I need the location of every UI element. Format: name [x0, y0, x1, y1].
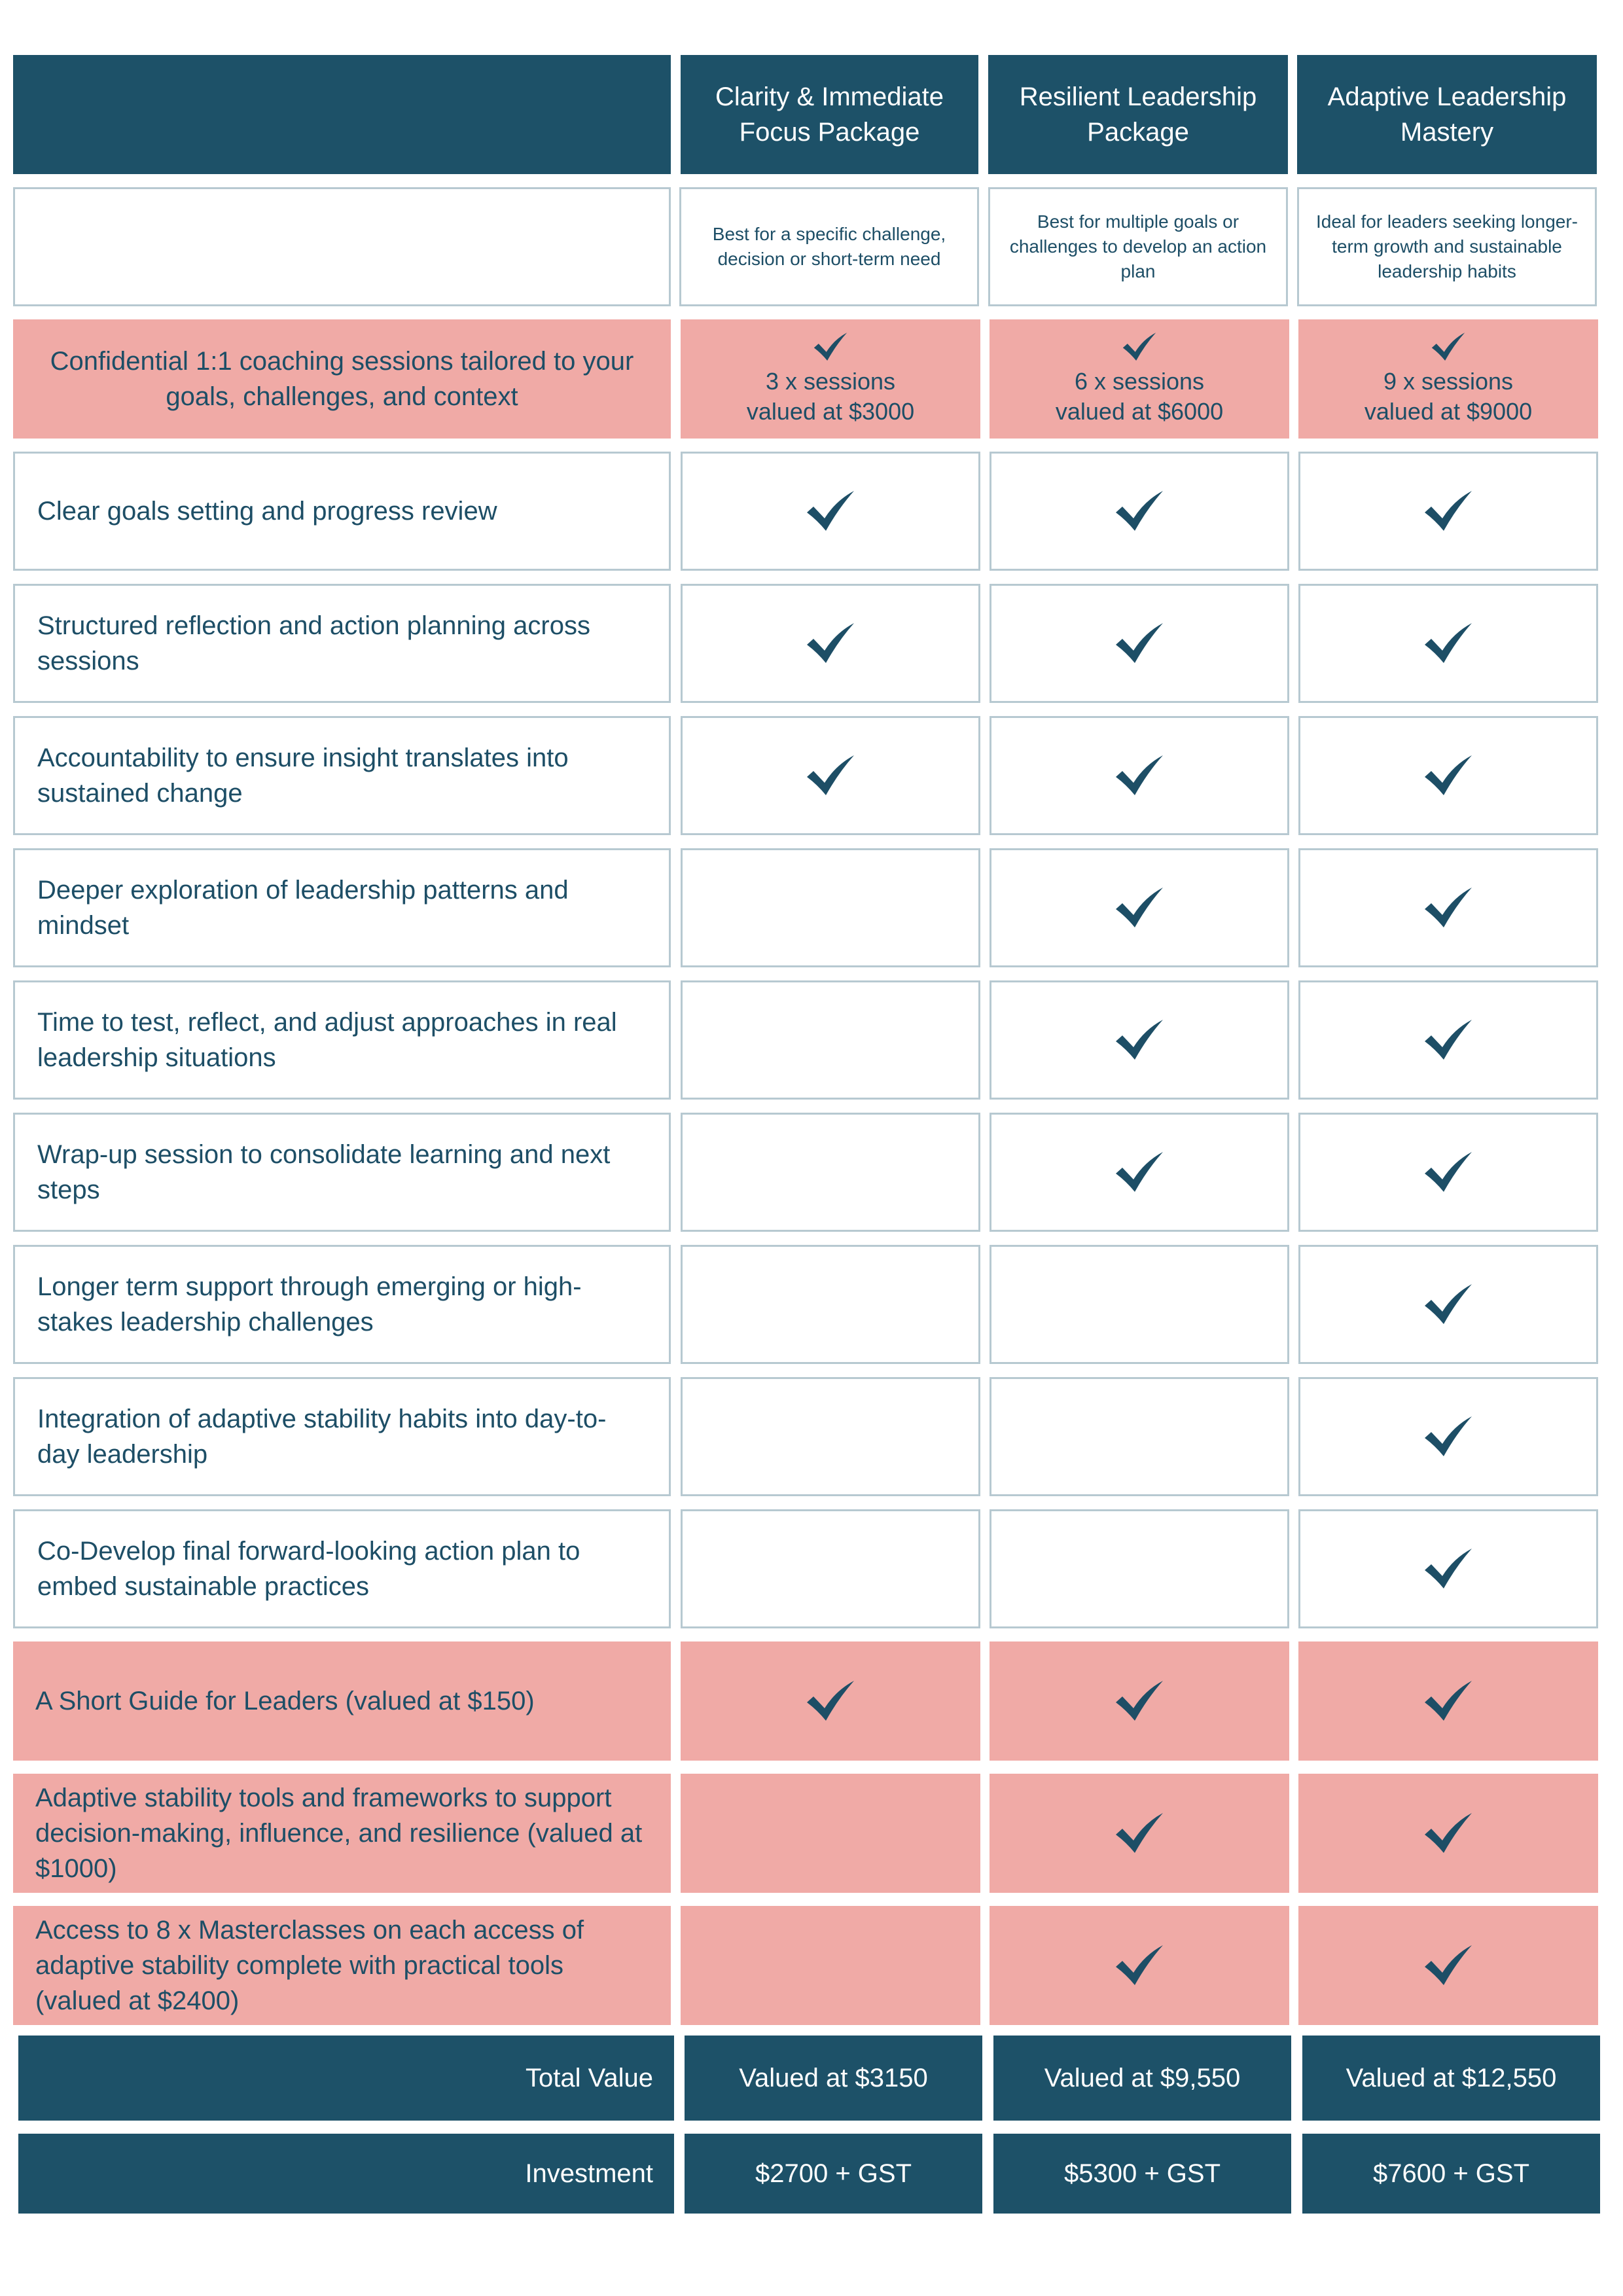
package-description-3: Ideal for leaders seeking longer-term growth and sustainable leadership habits	[1297, 187, 1597, 306]
feature-cell	[681, 1641, 980, 1761]
feature-label: Integration of adaptive stability habits into day-to-day leadership	[13, 1377, 671, 1496]
check-icon	[1121, 331, 1158, 363]
feature-cell	[1298, 1509, 1598, 1628]
feature-cell	[681, 716, 980, 835]
feature-cell	[1298, 1906, 1598, 2025]
feature-label: Deeper exploration of leadership patterns and mindset	[13, 848, 671, 967]
feature-label: Longer term support through emerging or high-stakes leadership challenges	[13, 1245, 671, 1364]
feature-cell	[681, 1113, 980, 1232]
check-icon	[1422, 1018, 1474, 1062]
feature-label: A Short Guide for Leaders (valued at $150)	[13, 1641, 671, 1761]
check-icon	[1422, 1150, 1474, 1194]
check-icon	[1113, 886, 1166, 930]
check-icon	[1113, 1811, 1166, 1856]
feature-cell	[1298, 848, 1598, 967]
investment-1: $2700 + GST	[685, 2134, 982, 2214]
feature-cell	[990, 452, 1289, 571]
feature-cell	[990, 1641, 1289, 1761]
check-icon	[1113, 621, 1166, 666]
feature-cell	[1298, 716, 1598, 835]
feature-cell	[1298, 1377, 1598, 1496]
feature-label: Confidential 1:1 coaching sessions tailored to your goals, challenges, and context	[13, 319, 671, 439]
feature-cell	[990, 1774, 1289, 1893]
check-icon	[812, 331, 849, 363]
investment-2: $5300 + GST	[993, 2134, 1291, 2214]
feature-cell	[990, 980, 1289, 1100]
feature-cell	[1298, 1113, 1598, 1232]
feature-label: Accountability to ensure insight translates into sustained change	[13, 716, 671, 835]
feature-cell	[1298, 980, 1598, 1100]
feature-cell	[990, 584, 1289, 703]
session-count: 3 x sessions	[765, 368, 896, 395]
feature-label: Time to test, reflect, and adjust approaches in real leadership situations	[13, 980, 671, 1100]
check-icon	[804, 489, 857, 533]
check-icon	[1422, 1547, 1474, 1591]
total-value-2: Valued at $9,550	[993, 2036, 1291, 2121]
check-icon	[1113, 1018, 1166, 1062]
package-description-2: Best for multiple goals or challenges to develop an action plan	[988, 187, 1288, 306]
feature-cell	[681, 848, 980, 967]
feature-cell	[990, 1906, 1289, 2025]
check-icon	[1422, 1282, 1474, 1327]
feature-cell	[681, 1906, 980, 2025]
feature-label: Co-Develop final forward-looking action plan to embed sustainable practices	[13, 1509, 671, 1628]
feature-cell	[990, 1113, 1289, 1232]
feature-label: Access to 8 x Masterclasses on each access of adaptive stability complete with practical tools (valued at $2400)	[13, 1906, 671, 2025]
feature-label: Wrap-up session to consolidate learning and next steps	[13, 1113, 671, 1232]
check-icon	[1422, 621, 1474, 666]
investment-label: Investment	[18, 2134, 674, 2214]
check-icon	[1113, 489, 1166, 533]
description-corner	[13, 187, 671, 306]
feature-cell	[990, 716, 1289, 835]
feature-cell	[681, 1774, 980, 1893]
check-icon	[1422, 1414, 1474, 1459]
check-icon	[1422, 886, 1474, 930]
session-count: 9 x sessions	[1383, 368, 1514, 395]
feature-cell	[1298, 1774, 1598, 1893]
feature-cell	[681, 319, 980, 439]
feature-cell	[990, 848, 1289, 967]
feature-cell	[990, 1377, 1289, 1496]
check-icon	[1422, 1943, 1474, 1988]
feature-cell	[1298, 584, 1598, 703]
feature-cell	[681, 1509, 980, 1628]
session-value: valued at $6000	[1055, 398, 1224, 425]
feature-label: Structured reflection and action planning across sessions	[13, 584, 671, 703]
feature-cell	[990, 319, 1289, 439]
total-value-label: Total Value	[18, 2036, 674, 2121]
check-icon	[1422, 489, 1474, 533]
feature-cell	[1298, 1641, 1598, 1761]
feature-cell	[1298, 1245, 1598, 1364]
package-header-1: Clarity & Immediate Focus Package	[681, 55, 978, 174]
feature-cell	[990, 1245, 1289, 1364]
feature-cell	[681, 980, 980, 1100]
check-icon	[1422, 1679, 1474, 1723]
check-icon	[1113, 753, 1166, 798]
total-value-3: Valued at $12,550	[1302, 2036, 1600, 2121]
feature-cell	[681, 1377, 980, 1496]
feature-label: Adaptive stability tools and frameworks to support decision-making, influence, and resilience (valued at $1000)	[13, 1774, 671, 1893]
feature-cell	[681, 1245, 980, 1364]
feature-cell	[1298, 452, 1598, 571]
total-value-1: Valued at $3150	[685, 2036, 982, 2121]
session-count: 6 x sessions	[1074, 368, 1205, 395]
check-icon	[1430, 331, 1467, 363]
package-description-1: Best for a specific challenge, decision or short-term need	[679, 187, 979, 306]
check-icon	[804, 1679, 857, 1723]
feature-cell	[681, 452, 980, 571]
feature-label: Clear goals setting and progress review	[13, 452, 671, 571]
package-header-2: Resilient Leadership Package	[988, 55, 1288, 174]
feature-cell	[681, 584, 980, 703]
header-corner	[13, 55, 671, 174]
session-value: valued at $3000	[746, 398, 915, 425]
check-icon	[804, 621, 857, 666]
check-icon	[804, 753, 857, 798]
package-header-3: Adaptive Leadership Mastery	[1297, 55, 1597, 174]
check-icon	[1422, 1811, 1474, 1856]
session-value: valued at $9000	[1364, 398, 1533, 425]
investment-3: $7600 + GST	[1302, 2134, 1600, 2214]
check-icon	[1113, 1150, 1166, 1194]
check-icon	[1422, 753, 1474, 798]
check-icon	[1113, 1679, 1166, 1723]
feature-cell	[1298, 319, 1598, 439]
check-icon	[1113, 1943, 1166, 1988]
feature-cell	[990, 1509, 1289, 1628]
